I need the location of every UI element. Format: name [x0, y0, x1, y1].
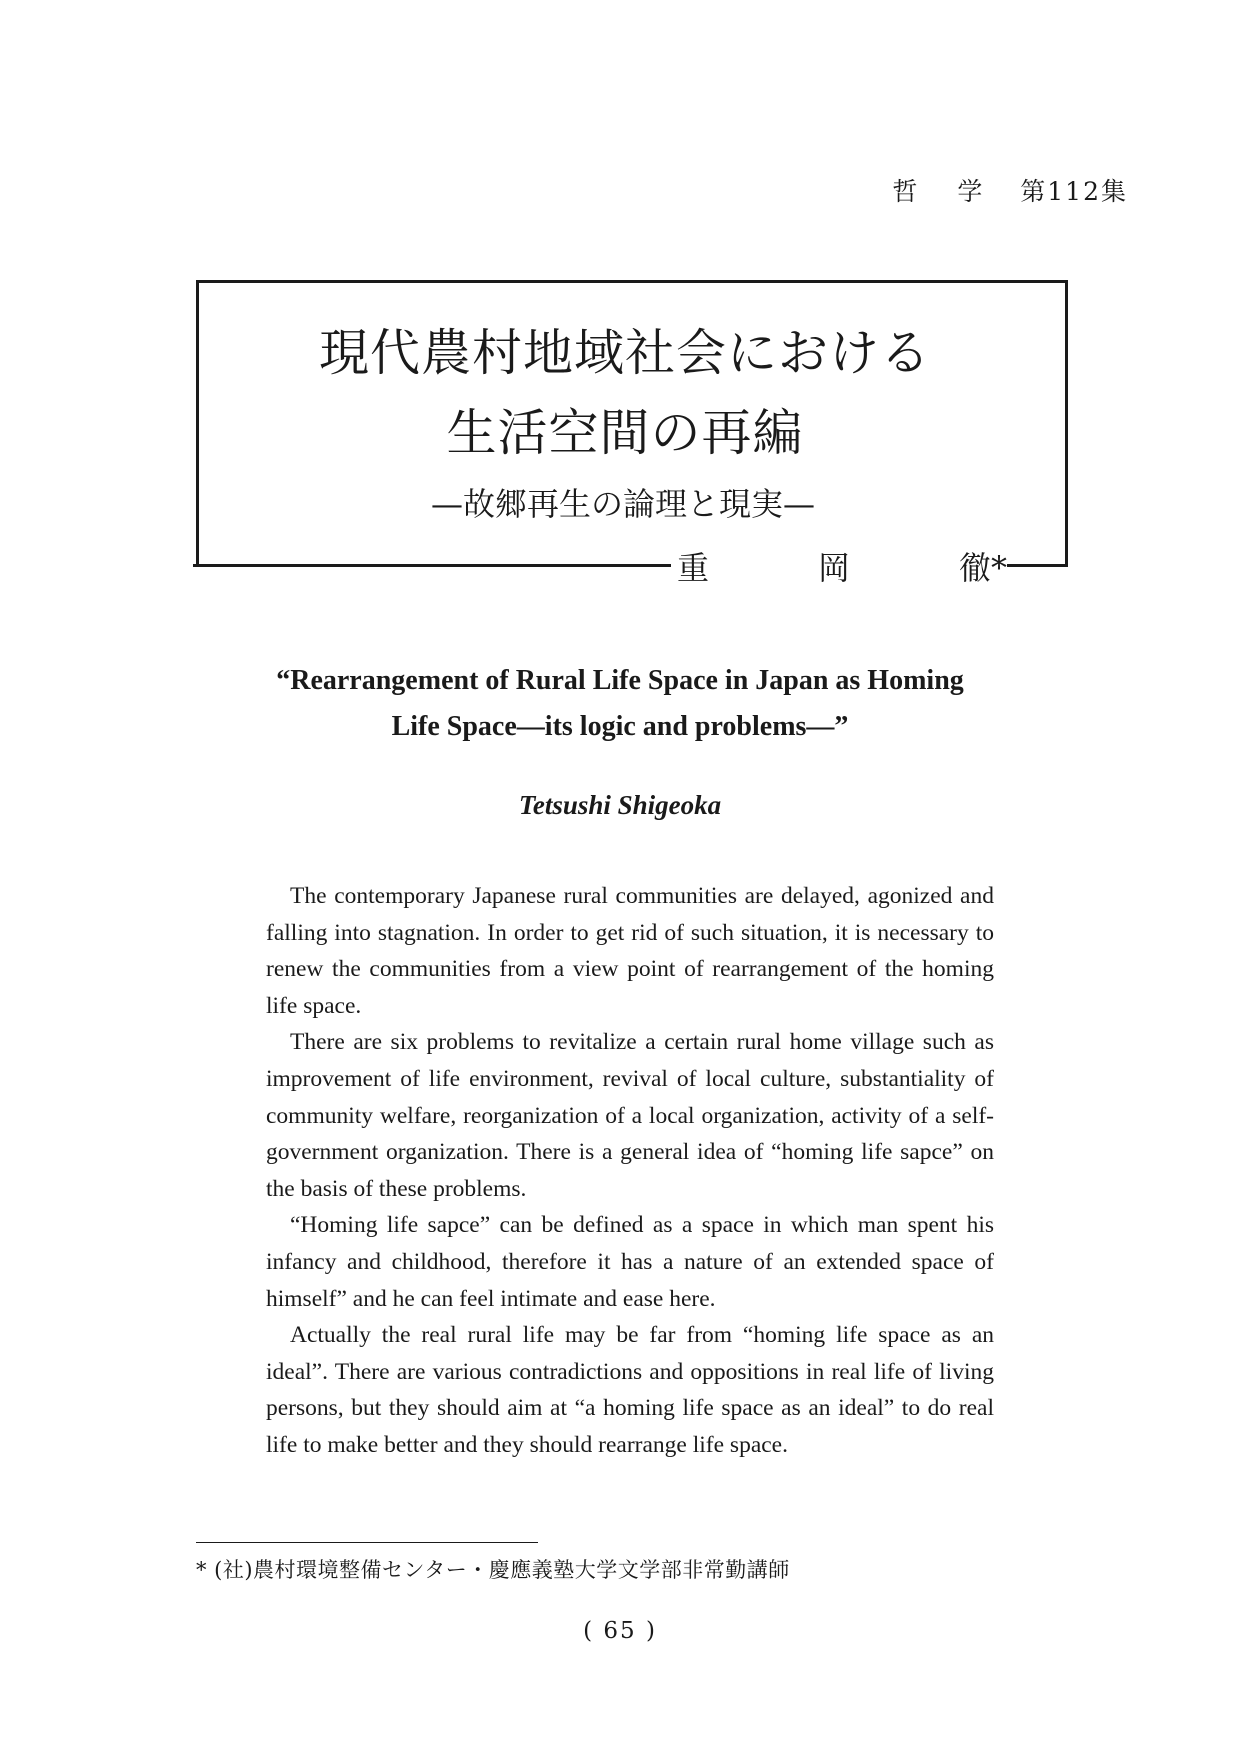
author-rule-right [1007, 564, 1068, 567]
author-rule-left [193, 564, 671, 567]
title-line-1: 現代農村地域社会における [319, 324, 931, 382]
abstract [266, 878, 994, 1464]
english-author: Tetsushi Shigeoka [518, 790, 722, 820]
author-char-1: 重 [677, 549, 710, 587]
author-char-3: 徹* [958, 549, 1007, 587]
subtitle: —故郷再生の論理と現実— [430, 485, 815, 523]
english-title-line-2: Life Space—its logic and problems—” [391, 711, 849, 742]
footnote-rule [196, 1542, 538, 1543]
journal-title: 哲学 [892, 177, 1023, 206]
journal-volume: 第112集 [1020, 177, 1128, 206]
title-box [196, 280, 1068, 564]
abstract-paragraph: “Homing life sapce” can be defined as a space in which man spent his infancy and childhood, therefore it has a nature of an extended space of himself” and he can feel intimate and ease here. [266, 1212, 994, 1312]
footnote: * (社)農村環境整備センター・慶應義塾大学文学部非常勤講師 [196, 1558, 790, 1582]
abstract-paragraph: Actually the real rural life may be far from “homing life space as an ideal”. There are various contradictions and oppositions in real life of living persons, but they should aim at “a homing life space as an ideal” to do real life to make better and they should rearrange life space. [266, 1322, 994, 1458]
title-line-2: 生活空間の再編 [446, 404, 804, 462]
english-title [150, 658, 1090, 750]
author-char-2: 岡 [817, 549, 850, 587]
journal-header [892, 172, 1128, 208]
english-title-line-1: “Rearrangement of Rural Life Space in Japan as Homing [276, 665, 964, 696]
abstract-paragraph: The contemporary Japanese rural communities are delayed, agonized and falling into stagnation. In order to get rid of such situation, it is necessary to renew the communities from a view point of rearrangement of the homing life space. [266, 883, 994, 1019]
author-japanese [677, 543, 1007, 589]
page-number: ( 65 ) [583, 1618, 657, 1644]
abstract-paragraph: There are six problems to revitalize a certain rural home village such as improvement of life environment, revival of local culture, substantiality of community welfare, reorganization of a local organization, activity of a self-government organization. There is a general idea of “homing life sapce” on the basis of these problems. [266, 1029, 994, 1202]
author-line [193, 545, 1068, 585]
